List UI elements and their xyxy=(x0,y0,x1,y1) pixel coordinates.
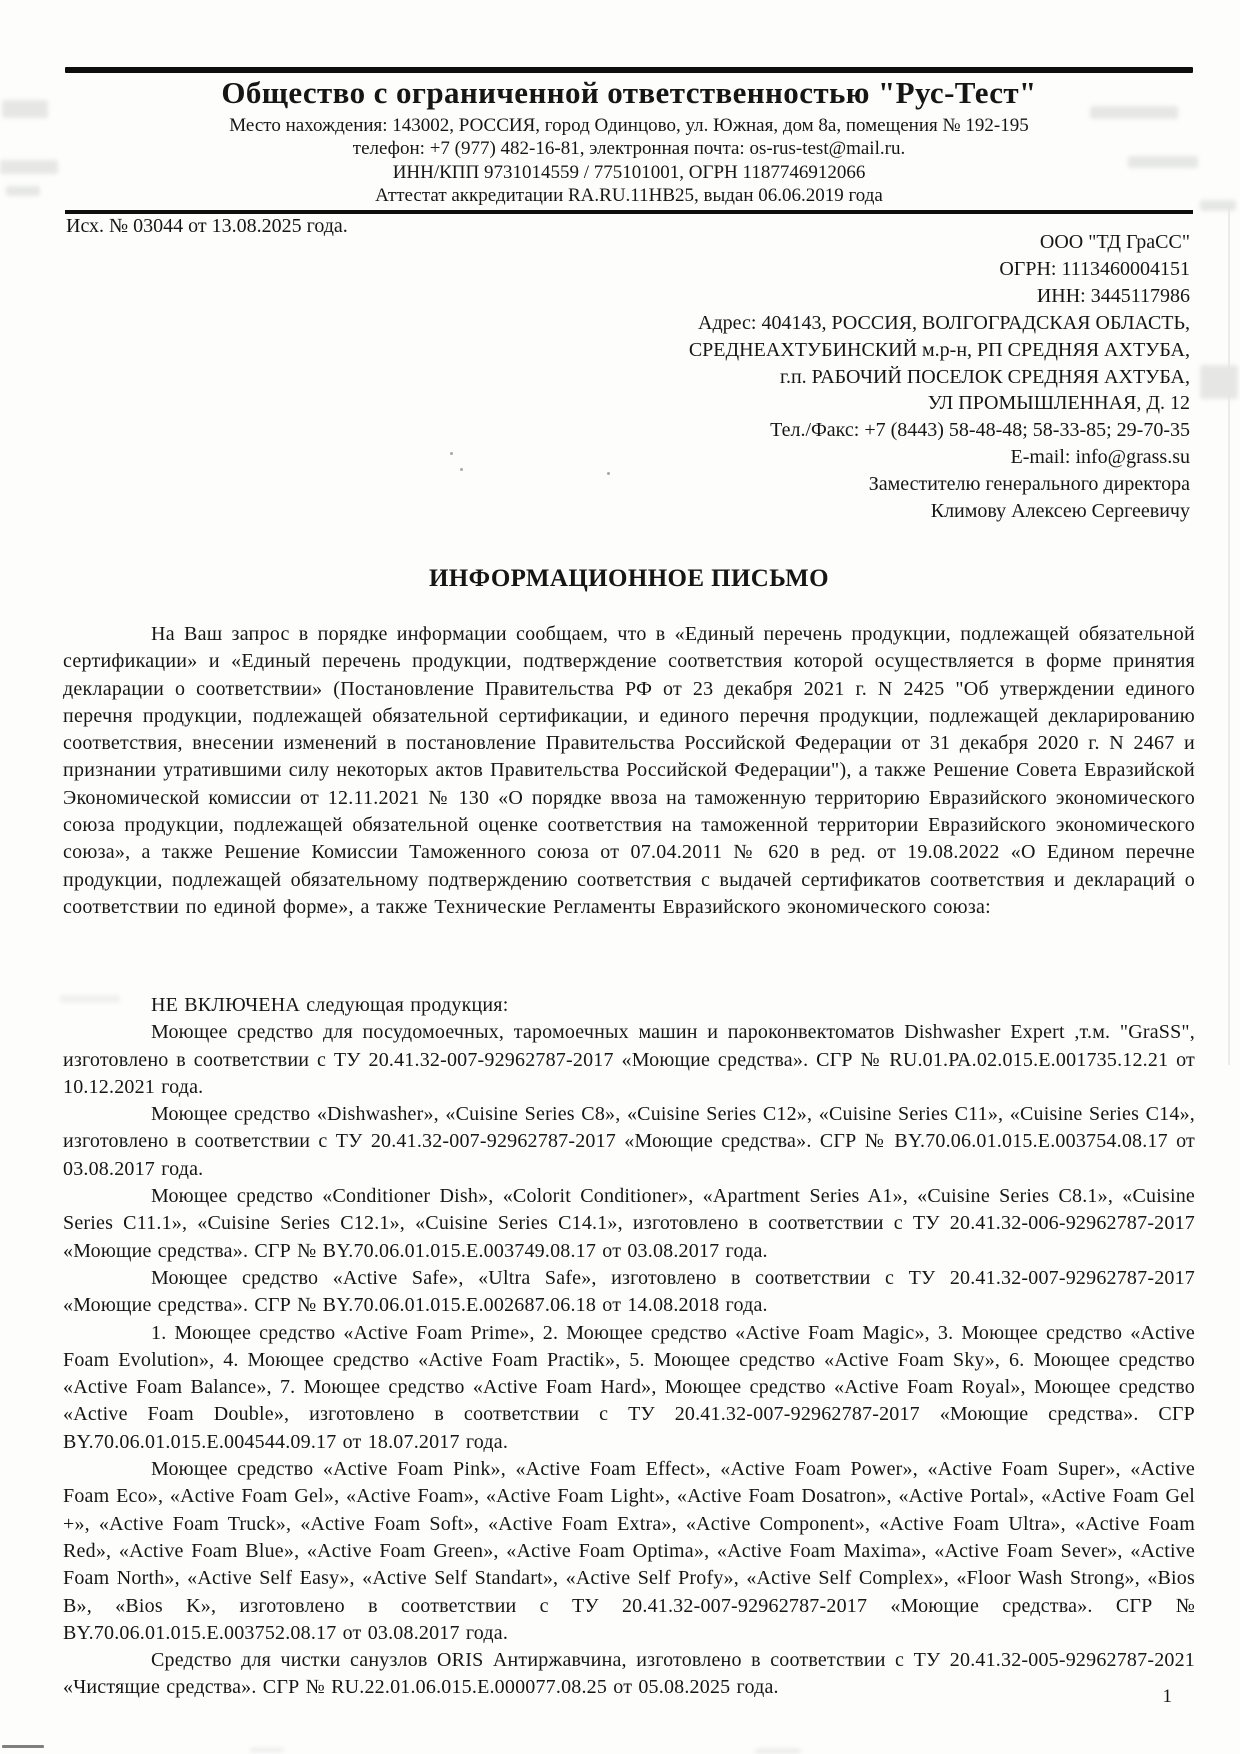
product-paragraph-5: 1. Моющее средство «Active Foam Prime», 2. Моющее средство «Active Foam Magic», 3. Моющее средство «Active Foam Evolution», 4. Моющее средство «Active Foam Practik», 5. Моющее средство «Active Foam Sky», 6. Моющее средство «Active Foam Balance», 7. Моющее средство «Active Foam Hard», Моющее средство «Active Foam Royal», Моющее средство «Active Foam Double», изготовлено в соответствии с ТУ 20.41.32-007-92962787-2017 «Моющие средства». СГР BY.70.06.01.015.Е.004544.09.17 от 18.07.2017 года. xyxy=(63,1321,1195,1453)
outgoing-number: Исх. № 03044 от 13.08.2025 года. xyxy=(66,215,348,237)
recipient-line: Адрес: 404143, РОССИЯ, ВОЛГОГРАДСКАЯ ОБЛАСТЬ, xyxy=(698,311,1190,334)
scan-artifact xyxy=(2,100,48,118)
scan-artifact xyxy=(460,468,463,471)
recipient-line: ОГРН: 1113460004151 xyxy=(999,257,1190,280)
company-name: Общество с ограниченной ответственностью "Рус-Тест" xyxy=(221,75,1037,110)
product-paragraph-7: Средство для чистки санузлов ORIS Антиржавчина, изготовлено в соответствии с ТУ 20.41.32-005-92962787-2021 «Чистящие средства». СГР № RU.22.01.06.015.Е.000077.08.25 от 05.08.2025 года. xyxy=(63,1649,1195,1699)
letterhead-inn-line: ИНН/КПП 9731014559 / 775101001, ОГРН 1187746912066 xyxy=(392,161,866,183)
recipient-line: СРЕДНЕАХТУБИНСКИЙ м.р-н, РП СРЕДНЯЯ АХТУБА, xyxy=(688,338,1190,361)
letterhead-accreditation-line: Аттестат аккредитации RA.RU.11НВ25, выдан 06.06.2019 года xyxy=(375,185,883,207)
scan-artifact xyxy=(0,160,58,174)
scan-artifact xyxy=(2,1745,44,1748)
recipient-line: E-mail: info@grass.su xyxy=(1010,446,1190,469)
scan-artifact xyxy=(1200,200,1236,211)
product-list-section xyxy=(63,992,1195,1702)
recipient-line: г.п. РАБОЧИЙ ПОСЕЛОК СРЕДНЯЯ АХТУБА, xyxy=(780,365,1190,388)
letterhead-top-rule xyxy=(65,67,1193,73)
intro-paragraph: На Ваш запрос в порядке информации сообщаем, что в «Единый перечень продукции, подлежащей обязательной сертификации» и «Единый перечень продукции, подтверждение соответствия которой осуществляется в форме принятия декларации о соответствии» (Постановление Правительства РФ от 23 декабря 2021 г. N 2425 "Об утверждении единого перечня продукции, подлежащей обязательной сертификации, и единого перечня продукции, подлежащей декларированию соответствия, внесении изменений в постановление Правительства Российской Федерации от 31 декабря 2020 г. N 2467 и признании утратившими силу некоторых актов Правительства Российской Федерации"), а также Решение Совета Евразийской Экономической комиссии от 12.11.2021 № 130 «О порядке ввоза на таможенную территорию Евразийского экономического союза продукции, подлежащей обязательной оценке соответствия на таможенной территории Евразийского экономического союза», а также Решение Комиссии Таможенного союза от 07.04.2011 № 620 в ред. от 19.08.2022 «О Едином перечне продукции, подлежащей обязательному подтверждению соответствия с выдачей сертификатов соответствия и деклараций о соответствии по единой форме», а также Технические Регламенты Евразийского экономического союза: xyxy=(63,623,1195,918)
page-number: 1 xyxy=(1162,1686,1172,1707)
recipient-block xyxy=(689,229,1190,525)
product-paragraph-1: Моющее средство для посудомоечных, таромоечных машин и пароконвектоматов Dishwasher Expert ,т.м. "GraSS", изготовлено в соответствии с ТУ 20.41.32-007-92962787-2017 «Моющие средства». СГР № RU.01.РА.02.015.Е.001735.12.21 от 10.12.2021 года. xyxy=(63,1021,1195,1098)
letterhead-bottom-rule xyxy=(65,210,1193,214)
recipient-line: УЛ ПРОМЫШЛЕННАЯ, Д. 12 xyxy=(927,392,1190,415)
scan-artifact xyxy=(607,472,610,475)
scan-artifact xyxy=(450,452,453,455)
letterhead xyxy=(65,75,1193,208)
product-paragraph-2: Моющее средство «Dishwasher», «Cuisine Series C8», «Cuisine Series C12», «Cuisine Series C11», «Cuisine Series C14», изготовлено в соответствии с ТУ 20.41.32-007-92962787-2017 «Моющие средства». СГР № BY.70.06.01.015.Е.003754.08.17 от 03.08.2017 года. xyxy=(63,1103,1195,1180)
letterhead-contact-line: телефон: +7 (977) 482-16-81, электронная почта: os-rus-test@mail.ru. xyxy=(352,138,906,160)
not-included-heading: НЕ ВКЛЮЧЕНА следующая продукция: xyxy=(151,994,509,1016)
scan-artifact xyxy=(250,1748,284,1752)
recipient-line: ИНН: 3445117986 xyxy=(1036,284,1190,307)
letterhead-address-line: Место нахождения: 143002, РОССИЯ, город Одинцово, ул. Южная, дом 8а, помещения № 192-195 xyxy=(229,115,1029,136)
scan-artifact xyxy=(1200,365,1238,399)
recipient-line: Климову Алексею Сергеевичу xyxy=(930,500,1190,523)
recipient-line: Заместителю генерального директора xyxy=(868,473,1190,496)
scan-artifact xyxy=(6,186,40,196)
scan-artifact xyxy=(1228,205,1230,1065)
letter-title: ИНФОРМАЦИОННОЕ ПИСЬМО xyxy=(428,565,830,592)
recipient-line: Тел./Факс: +7 (8443) 58-48-48; 58-33-85; 29-70-35 xyxy=(770,419,1190,442)
product-paragraph-6: Моющее средство «Active Foam Pink», «Active Foam Effect», «Active Foam Power», «Active Foam Super», «Active Foam Eco», «Active Foam Gel», «Active Foam», «Active Foam Light», «Active Foam Dosatron», «Active Portal», «Active Foam Gel +», «Active Foam Truck», «Active Foam Soft», «Active Foam Extra», «Active Component», «Active Foam Ultra», «Active Foam Red», «Active Foam Blue», «Active Foam Green», «Active Foam Optima», «Active Foam Maxima», «Active Foam Sever», «Active Foam North», «Active Self Easy», «Active Self Standart», «Active Self Profy», «Active Self Complex», «Floor Wash Strong», «Bios B», «Bios K», изготовлено в соответствии с ТУ 20.41.32-007-92962787-2017 «Моющие средства». СГР № BY.70.06.01.015.Е.003752.08.17 от 03.08.2017 года. xyxy=(63,1458,1195,1644)
recipient-line: ООО "ТД ГраСС" xyxy=(1039,231,1190,253)
product-paragraph-3: Моющее средство «Conditioner Dish», «Colorit Conditioner», «Apartment Series A1», «Cuisine Series C8.1», «Cuisine Series C11.1», «Cuisine Series C12.1», «Cuisine Series C14.1», изготовлено в соответствии с ТУ 20.41.32-006-92962787-2017 «Моющие средства». СГР № BY.70.06.01.015.Е.003749.08.17 от 03.08.2017 года. xyxy=(63,1185,1195,1262)
scan-artifact xyxy=(755,1749,801,1753)
product-paragraph-4: Моющее средство «Active Safe», «Ultra Safe», изготовлено в соответствии с ТУ 20.41.32-007-92962787-2017 «Моющие средства». СГР № BY.70.06.01.015.Е.002687.06.18 от 14.08.2018 года. xyxy=(63,1266,1195,1317)
